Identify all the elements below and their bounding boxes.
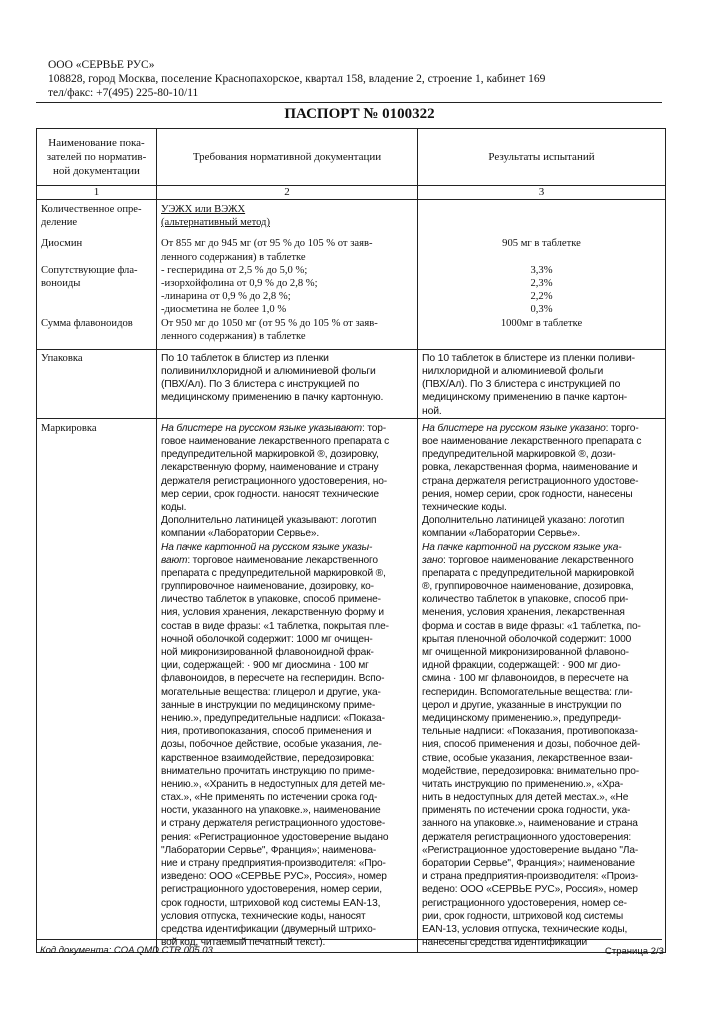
quant-line: 0,3% — [530, 304, 553, 316]
header-line: Наименование пока- — [48, 137, 145, 149]
marking-text: регистрационного удостоверения, номер се- — [422, 897, 627, 909]
packaging-line: (ПВХ/Ал). По 3 блистера с инструкцией по — [422, 379, 621, 391]
marking-line — [422, 870, 661, 883]
table-header-row — [37, 129, 666, 186]
packaging-label: Упаковка — [37, 349, 157, 418]
packaging-line: (ПВХ/Ал). По 3 блистера с инструкцией по — [161, 379, 360, 391]
quant-line — [422, 203, 661, 216]
marking-line — [161, 633, 413, 646]
marking-italic-text: На блистере на русском языке указывают — [161, 422, 362, 434]
marking-line — [161, 554, 413, 567]
quant-line — [422, 251, 661, 264]
marking-text: держателя регистрационного удостоверения: — [422, 831, 632, 843]
marking-italic-text: На пачке картонной на русском языке ука- — [422, 541, 622, 553]
marking-line — [422, 686, 661, 699]
marking-text: медицинскому применению.», предупреди- — [422, 712, 622, 724]
marking-line — [422, 817, 661, 830]
marking-text: : тор- — [361, 422, 386, 434]
marking-text: нению.», «Хранить в недоступных для детей ме- — [161, 778, 386, 790]
marking-line — [161, 791, 413, 804]
quant-line: 2,3% — [530, 277, 553, 289]
marking-line — [422, 897, 661, 910]
packaging-requirement — [157, 349, 418, 418]
marking-line — [161, 883, 413, 896]
marking-text: ночной оболочкой содержит: 1000 мг очищен- — [161, 633, 373, 645]
marking-line — [422, 778, 661, 791]
marking-line — [161, 620, 413, 633]
marking-line — [422, 461, 661, 474]
marking-line — [161, 501, 413, 514]
column-header-results: Результаты испытаний — [418, 129, 666, 186]
marking-line — [422, 646, 661, 659]
marking-text: ции, содержащей: · 900 мг диосмина · 100 мг — [161, 660, 369, 672]
quant-line — [41, 330, 152, 343]
quant-line: -линарина от 0,9 % до 2,8 %; — [161, 291, 291, 303]
marking-text: ние и страну предприятия-производителя: «Про- — [161, 858, 386, 869]
packaging-row — [37, 349, 666, 418]
column-number: 2 — [157, 186, 418, 200]
marking-line — [161, 435, 413, 448]
quant-line — [422, 216, 661, 229]
marking-line — [422, 659, 661, 672]
marking-line — [422, 606, 661, 619]
marking-text: : торговое наименование лекарственного — [442, 554, 634, 566]
marking-text: могательные вещества: глицерол и другие, ука- — [161, 686, 381, 698]
marking-line — [422, 699, 661, 712]
marking-line — [161, 910, 413, 923]
marking-text: флавоноидов, в пересчете на гесперидин. Вспо- — [161, 673, 385, 685]
marking-text: рии, срок годности, штриховой код системы — [422, 910, 624, 922]
header-line: ной документации — [53, 165, 140, 177]
marking-line — [161, 488, 413, 501]
marking-italic-text: зано — [422, 554, 443, 566]
marking-line — [422, 738, 661, 751]
marking-line — [161, 765, 413, 778]
marking-text: гесперидин. Вспомогательные вещества: гли- — [422, 686, 633, 698]
marking-line — [161, 778, 413, 791]
marking-text: состав в виде фразы: «1 таблетка, покрытая пле- — [161, 620, 389, 632]
marking-line — [422, 791, 661, 804]
marking-line — [422, 580, 661, 593]
marking-text: карственное взаимодействие, передозировка: — [161, 752, 375, 764]
marking-line — [161, 831, 413, 844]
marking-line — [161, 804, 413, 817]
marking-text: занного на упаковке.», наименование и страна — [422, 818, 638, 830]
packaging-line: медицинскому применению в пачку картонную. — [161, 392, 384, 404]
marking-text: ности, указанного на упаковке.», наименование — [161, 805, 381, 817]
company-address: 108828, город Москва, поселение Краснопахорское, квартал 158, владение 2, строение 1, кабинет 169 — [48, 73, 546, 85]
marking-row — [37, 418, 666, 953]
marking-text: "Лаборатории Сервье", Франция»; наименова- — [161, 844, 377, 856]
marking-line — [422, 593, 661, 606]
marking-text: предупредительной маркировкой ®, дозировку, — [161, 449, 379, 461]
marking-line — [422, 435, 661, 448]
marking-text: ®, группировочное наименование, дозировка, — [422, 581, 634, 593]
marking-line — [422, 844, 661, 857]
marking-line — [161, 593, 413, 606]
quant-indicators — [37, 200, 157, 350]
marking-text: ния, условия хранения, лекарственную форму и — [161, 607, 384, 619]
footer-divider — [36, 939, 662, 940]
marking-text: форма и состав в виде фразы: «1 таблетка, по- — [422, 620, 641, 632]
quant-line: Количественное опре- — [41, 204, 142, 215]
marking-text: мер серии, срок годности. наносят технические — [161, 488, 379, 500]
marking-text: изведено: ООО «СЕРВЬЕ РУС», Россия», номер — [161, 871, 387, 883]
marking-line — [161, 659, 413, 672]
column-header-requirements: Требования нормативной документации — [157, 129, 418, 186]
marking-line — [422, 910, 661, 923]
marking-text: препарата с предупредительной маркировкой — [422, 567, 634, 579]
marking-line — [422, 752, 661, 765]
packaging-line: По 10 таблеток в блистер из пленки — [161, 352, 329, 364]
marking-line — [161, 752, 413, 765]
marking-line — [422, 725, 661, 738]
marking-line — [422, 857, 661, 870]
marking-text: ствие, особые указания, лекарственное взаи- — [422, 752, 633, 764]
marking-line — [161, 448, 413, 461]
column-number: 3 — [418, 186, 666, 200]
marking-text: группировочное наименование, дозировку, ко- — [161, 581, 374, 593]
marking-line — [161, 475, 413, 488]
marking-line — [161, 686, 413, 699]
marking-result — [418, 418, 666, 953]
marking-text: церол и другие, указанные в инструкции по — [422, 699, 622, 711]
quant-line: УЭЖХ или ВЭЖХ — [161, 204, 246, 215]
marking-text: дозы, побочное действие, особые указания, ле- — [161, 739, 382, 751]
marking-text: ведено: ООО «СЕРВЬЕ РУС», Россия», номер — [422, 884, 638, 896]
marking-text: количество таблеток в упаковке, способ при- — [422, 594, 629, 606]
quant-line: ленного содержания) в таблетке — [161, 330, 306, 342]
marking-line — [161, 527, 413, 540]
quant-line: 3,3% — [530, 264, 553, 276]
marking-text: срок годности, штриховой код системы EAN-13, — [161, 897, 381, 909]
marking-line — [422, 541, 661, 554]
marking-line — [161, 672, 413, 685]
marking-text: «Регистрационное удостоверение выдано "Ла- — [422, 844, 639, 856]
marking-line — [422, 554, 661, 567]
marking-line — [422, 712, 661, 725]
marking-text: идной фракции, содержащей: · 900 мг дио- — [422, 660, 621, 672]
marking-text: и страну держателя регистрационного удостове- — [161, 818, 386, 830]
quant-line: 2,2% — [530, 291, 553, 303]
marking-text: стах.», «Не применять по истечении срока год- — [161, 792, 378, 804]
marking-text: говое наименование лекарственного препарата с — [161, 436, 390, 447]
marking-text: ния, способ применения и дозы, побочное дей- — [422, 739, 641, 751]
marking-text: ной микронизированной флавоноидной фрак- — [161, 647, 374, 658]
passport-table — [36, 128, 666, 953]
marking-italic-text: На блистере на русском языке указано — [422, 422, 606, 434]
marking-italic-text: На пачке картонной на русском языке указы- — [161, 541, 373, 553]
quant-line: Диосмин — [41, 238, 83, 250]
marking-line — [161, 923, 413, 936]
marking-label: Маркировка — [37, 418, 157, 953]
marking-text: вой код, читаемый печатный текст). — [161, 937, 326, 949]
marking-line — [422, 831, 661, 844]
marking-line — [422, 765, 661, 778]
marking-line — [161, 514, 413, 527]
company-name: ООО «СЕРВЬЕ РУС» — [48, 59, 155, 71]
marking-text: крытая пленочной оболочкой содержит: 1000 — [422, 633, 632, 645]
marking-line — [161, 712, 413, 725]
document-code: Код документа: COA QMD CTR 005.03 — [40, 945, 213, 956]
marking-line — [161, 725, 413, 738]
marking-text: условия отпуска, технические коды, наносят — [161, 910, 366, 922]
quant-line: 1000мг в таблетке — [500, 317, 583, 329]
quant-line: ленного содержания) в таблетке — [161, 251, 306, 263]
marking-italic-text: вают — [161, 554, 188, 566]
marking-line — [161, 567, 413, 580]
marking-text: ровка, лекарственная форма, наименование и — [422, 462, 638, 474]
marking-text: компании «Лаборатории Сервье». — [422, 528, 581, 540]
marking-line — [422, 883, 661, 896]
packaging-line: поливинилхлоридной и алюминиевой фольги — [161, 366, 376, 378]
quant-line: воноиды — [41, 277, 81, 289]
marking-line — [161, 870, 413, 883]
company-header — [48, 58, 545, 100]
marking-text: лекарственную форму, наименование и страну — [161, 462, 379, 474]
page-number: Страница 2/3 — [605, 946, 664, 957]
marking-text: внимательно прочитать инструкцию по приме- — [161, 765, 375, 777]
marking-text: рения: «Регистрационное удостоверение выдано — [161, 831, 389, 843]
quant-line: От 855 мг до 945 мг (от 95 % до 105 % от заяв- — [161, 238, 373, 250]
header-line: зателей по норматив- — [46, 151, 147, 163]
marking-text: нению.», предупредительные надписи: «Показа- — [161, 712, 385, 724]
packaging-result — [418, 349, 666, 418]
marking-requirement — [157, 418, 418, 953]
marking-line — [422, 804, 661, 817]
marking-line — [422, 620, 661, 633]
column-number: 1 — [37, 186, 157, 200]
quant-results — [418, 200, 666, 350]
marking-text: средства идентификации (двумерный штрихо- — [161, 923, 376, 935]
marking-line — [422, 514, 661, 527]
marking-text: смина · 100 мг флавоноидов, в пересчете на — [422, 673, 629, 685]
marking-line — [161, 857, 413, 870]
marking-text: предупредительной маркировкой ®, дози- — [422, 449, 616, 461]
marking-text: : торго- — [605, 422, 639, 434]
marking-line — [161, 580, 413, 593]
marking-line — [161, 844, 413, 857]
marking-text: EAN-13, условия отпуска, технические коды, — [422, 923, 628, 935]
marking-text: держателя регистрационного удостоверения, но- — [161, 475, 388, 487]
marking-line — [161, 606, 413, 619]
marking-text: компании «Лаборатории Сервье». — [161, 528, 320, 540]
marking-text: и страна предприятия-производителя: «Произ- — [422, 871, 639, 883]
marking-text: мг очищенной микронизированной флавоно- — [422, 647, 629, 658]
marking-text: нить в недоступных для детей местах.», «Не — [422, 792, 629, 804]
marking-text: ния, противопоказания, способ применения и — [161, 726, 372, 738]
marking-line — [161, 422, 413, 435]
quant-line: деление — [41, 217, 78, 229]
marking-text: менения, условия хранения, лекарственная — [422, 607, 625, 619]
company-phone: тел/факс: +7(495) 225-80-10/11 — [48, 87, 199, 99]
quantitative-section — [37, 200, 666, 350]
marking-line — [422, 527, 661, 540]
marking-text: модействие, передозировка: внимательно про- — [422, 765, 640, 777]
quant-line — [41, 251, 152, 264]
packaging-line: По 10 таблеток в блистере из пленки поливи- — [422, 352, 635, 364]
marking-text: рения, номер серии, срок годности, нанесены — [422, 488, 633, 500]
marking-line — [422, 567, 661, 580]
marking-text: применять по истечении срока годности, ука- — [422, 805, 631, 817]
marking-text: технические коды. — [422, 501, 507, 513]
marking-text: занные в инструкции по медицинскому приме- — [161, 699, 376, 711]
marking-text: страна держателя регистрационного удостове- — [422, 475, 639, 487]
quant-line: Сопутствующие фла- — [41, 264, 138, 276]
marking-text: коды. — [161, 501, 187, 513]
marking-line — [161, 897, 413, 910]
marking-text: Дополнительно латиницей указывают: логотип — [161, 515, 377, 527]
packaging-line: медицинскому применению в пачке картон- — [422, 392, 628, 404]
marking-text: препарата с предупредительной маркировкой ®, — [161, 567, 386, 579]
marking-line — [161, 699, 413, 712]
marking-line — [161, 817, 413, 830]
quant-line: - гесперидина от 2,5 % до 5,0 %; — [161, 264, 308, 276]
quant-line — [422, 330, 661, 343]
marking-line — [161, 461, 413, 474]
marking-line — [422, 672, 661, 685]
marking-text: тельные надписи: «Показания, противопоказа- — [422, 726, 638, 738]
marking-line — [422, 923, 661, 936]
quant-line: (альтернативный метод) — [161, 217, 270, 229]
marking-line — [422, 633, 661, 646]
marking-text: личество таблеток в упаковке, способ примене- — [161, 594, 381, 606]
marking-line — [161, 646, 413, 659]
marking-text: боратории Сервье", Франция»; наименование — [422, 858, 635, 869]
marking-line — [422, 475, 661, 488]
packaging-line: нилхлоридной и алюминиевой фольги — [422, 366, 604, 378]
quant-line — [41, 290, 152, 303]
quant-line: 905 мг в таблетке — [502, 238, 581, 250]
marking-text: читать инструкцию по применению.», «Хра- — [422, 778, 624, 790]
document-title: ПАСПОРТ № 0100322 — [284, 106, 435, 122]
quant-line: От 950 мг до 1050 мг (от 95 % до 105 % от заяв- — [161, 317, 378, 329]
quant-requirements — [157, 200, 418, 350]
quant-line — [41, 303, 152, 316]
marking-line — [161, 541, 413, 554]
column-number-row — [37, 186, 666, 200]
packaging-line: ной. — [422, 405, 442, 417]
marking-text: Дополнительно латиницей указано: логотип — [422, 515, 625, 527]
quant-line: Сумма флавоноидов — [41, 317, 133, 329]
marking-line — [161, 738, 413, 751]
marking-text: : торговое наименование лекарственного — [187, 554, 378, 566]
marking-line — [422, 422, 661, 435]
marking-text: регистрационного удостоверения, номер серии, — [161, 884, 382, 896]
marking-text: вое наименование лекарственного препарата с — [422, 436, 642, 447]
header-divider — [36, 102, 662, 103]
marking-line — [422, 448, 661, 461]
marking-line — [422, 501, 661, 514]
quant-line: -диосметина не более 1,0 % — [161, 304, 287, 316]
column-header-indicator — [37, 129, 157, 186]
quant-line: -изорхойфолина от 0,9 % до 2,8 %; — [161, 277, 318, 289]
marking-text: нанесены средства идентификации — [422, 937, 588, 949]
marking-line — [422, 488, 661, 501]
